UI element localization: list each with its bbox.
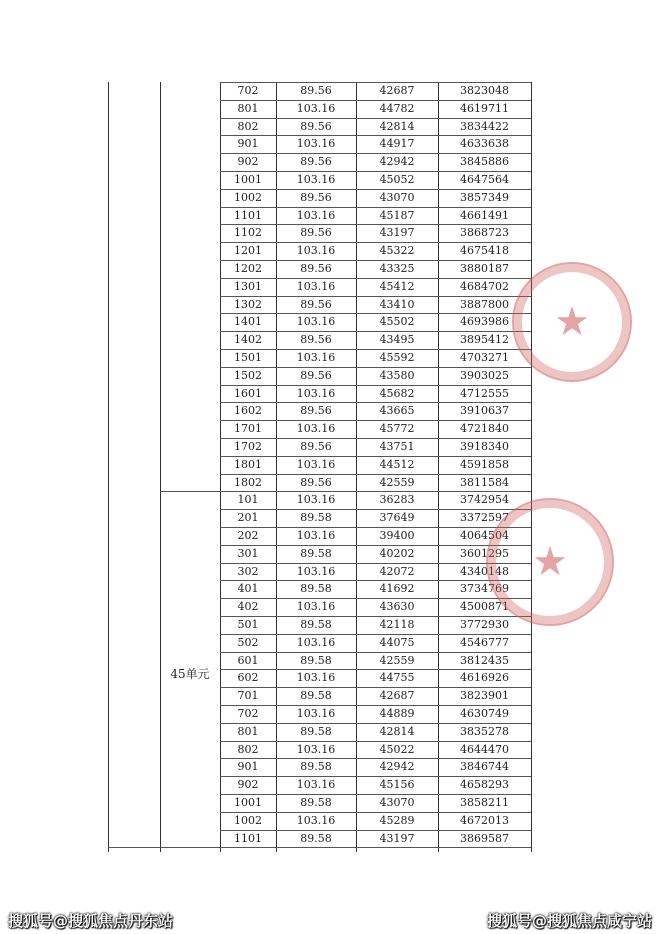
- table-bottom-line: [108, 847, 531, 848]
- table-cell-area: 103.16: [296, 493, 336, 507]
- table-cell-area: 89.58: [300, 760, 332, 774]
- table-cell-total: 4633638: [460, 137, 509, 151]
- table-cell-area: 89.56: [300, 440, 332, 453]
- table-cell-room: 1602: [234, 404, 262, 418]
- table-cell-price: 43070: [379, 796, 415, 809]
- table-cell-total: 4693986: [460, 315, 509, 329]
- table-cell-room: 1301: [234, 279, 262, 293]
- table-cell-room: 501: [237, 618, 259, 631]
- unit-group-separator: [160, 491, 220, 492]
- table-cell-area: 103.16: [296, 778, 336, 792]
- table-cell-room: 601: [237, 653, 259, 667]
- table-cell-area: 103.16: [296, 742, 336, 756]
- table-cell-area: 89.56: [300, 84, 332, 97]
- table-cell-price: 43751: [379, 440, 415, 453]
- table-cell-total: 4684702: [460, 279, 509, 293]
- star-icon: ★: [554, 299, 590, 345]
- table-cell-area: 89.58: [300, 724, 332, 738]
- table-cell-room: 1001: [234, 173, 262, 186]
- table-cell-total: 4630749: [460, 707, 509, 720]
- table-cell-room: 1601: [234, 386, 262, 400]
- table-cell-room: 602: [237, 671, 259, 685]
- table-cell-room: 901: [237, 137, 259, 151]
- company-seal-stamp: [486, 498, 614, 626]
- table-cell-price: 44075: [379, 635, 415, 649]
- table-cell-room: 302: [237, 564, 259, 578]
- table-cell-room: 901: [237, 760, 259, 774]
- table-cell-room: 401: [237, 582, 259, 596]
- table-cell-area: 89.58: [300, 582, 332, 596]
- table-cell-room: 1102: [234, 226, 262, 240]
- unit-label: 45单元: [170, 667, 210, 681]
- table-cell-room: 902: [237, 155, 259, 169]
- table-cell-room: 1101: [234, 831, 262, 845]
- table-cell-room: 1002: [234, 813, 262, 827]
- table-cell-area: 103.16: [296, 279, 336, 293]
- table-cell-price: 42687: [379, 689, 415, 703]
- table-cell-price: 44782: [379, 101, 415, 115]
- table-cell-price: 42559: [379, 653, 415, 667]
- table-cell-area: 89.56: [300, 475, 332, 489]
- table-cell-room: 1701: [234, 422, 262, 436]
- table-cell-room: 1401: [234, 315, 262, 329]
- table-cell-area: 103.16: [296, 457, 336, 471]
- table-cell-area: 103.16: [296, 351, 336, 364]
- table-cell-total: 4064504: [460, 529, 509, 542]
- table-cell-room: 702: [237, 707, 259, 720]
- table-cell-total: 3601295: [460, 546, 509, 560]
- table-cell-area: 103.16: [296, 564, 336, 578]
- table-cell-price: 40202: [379, 546, 415, 560]
- table-cell-total: 4658293: [460, 778, 509, 792]
- table-cell-area: 89.56: [300, 226, 332, 240]
- table-cell-area: 103.16: [296, 422, 336, 436]
- table-cell-area: 103.16: [296, 101, 336, 115]
- table-cell-room: 1202: [234, 262, 262, 275]
- table-cell-total: 4591858: [460, 457, 509, 471]
- table-cell-area: 103.16: [296, 707, 336, 720]
- table-cell-total: 3846744: [460, 760, 509, 774]
- table-cell-area: 103.16: [296, 813, 336, 827]
- table-cell-price: 45022: [379, 742, 415, 756]
- table-cell-price: 45502: [379, 315, 415, 329]
- table-cell-room: 301: [237, 546, 259, 560]
- table-cell-price: 37649: [379, 511, 415, 525]
- table-cell-total: 3857349: [460, 190, 509, 204]
- table-cell-total: 4644470: [460, 742, 509, 756]
- table-cell-price: 43197: [379, 831, 415, 845]
- table-cell-price: 44917: [379, 137, 415, 151]
- table-cell-area: 103.16: [296, 173, 336, 186]
- table-cell-total: 4340148: [460, 564, 509, 578]
- table-cell-room: 902: [237, 778, 259, 792]
- table-cell-room: 402: [237, 600, 259, 614]
- table-border-left: [108, 82, 109, 852]
- table-cell-area: 89.56: [300, 297, 332, 311]
- table-cell-price: 45289: [379, 813, 415, 827]
- table-cell-area: 89.58: [300, 653, 332, 667]
- table-cell-price: 36283: [379, 493, 415, 507]
- table-cell-total: 3845886: [460, 155, 509, 169]
- table-cell-total: 3772930: [460, 618, 509, 631]
- table-cell-area: 89.58: [300, 546, 332, 560]
- table-cell-room: 1001: [234, 796, 262, 809]
- table-cell-price: 42942: [379, 760, 415, 774]
- table-cell-total: 3887800: [460, 297, 509, 311]
- table-cell-price: 42814: [379, 724, 415, 738]
- table-cell-area: 103.16: [296, 137, 336, 151]
- table-cell-price: 45772: [379, 422, 415, 436]
- table-cell-total: 3835278: [460, 724, 509, 738]
- table-column-divider: [160, 82, 161, 852]
- table-cell-area: 89.56: [300, 119, 332, 133]
- table-cell-area: 103.16: [296, 208, 336, 222]
- table-cell-area: 89.58: [300, 689, 332, 703]
- table-cell-total: 4703271: [460, 351, 509, 364]
- table-cell-total: 3868723: [460, 226, 509, 240]
- table-cell-room: 1101: [234, 208, 262, 222]
- table-cell-price: 43410: [379, 297, 415, 311]
- watermark-left: 搜狐号@搜狐焦点丹东站: [8, 912, 174, 930]
- table-cell-room: 1302: [234, 297, 262, 311]
- table-cell-total: 3903025: [460, 368, 509, 382]
- table-cell-total: 3823048: [460, 84, 509, 97]
- table-cell-room: 1002: [234, 190, 262, 204]
- table-cell-total: 3811584: [460, 475, 509, 489]
- table-cell-price: 45156: [379, 778, 415, 792]
- table-border-right: [531, 82, 532, 852]
- table-cell-price: 43630: [379, 600, 415, 614]
- company-seal-stamp: [512, 262, 632, 382]
- table-cell-total: 4500871: [460, 600, 509, 614]
- table-cell-room: 801: [237, 724, 259, 738]
- table-cell-room: 1801: [234, 457, 262, 471]
- table-cell-total: 4661491: [460, 208, 509, 222]
- table-cell-room: 202: [237, 529, 259, 542]
- star-icon: ★: [532, 539, 568, 585]
- table-cell-room: 701: [237, 689, 259, 703]
- table-cell-price: 43665: [379, 404, 415, 418]
- table-cell-area: 89.56: [300, 368, 332, 382]
- table-cell-price: 42072: [379, 564, 415, 578]
- table-cell-price: 42942: [379, 155, 415, 169]
- table-cell-area: 103.16: [296, 315, 336, 329]
- table-cell-price: 42814: [379, 119, 415, 133]
- table-cell-total: 3372597: [460, 511, 509, 525]
- table-cell-room: 801: [237, 101, 259, 115]
- table-cell-price: 44755: [379, 671, 415, 685]
- table-cell-price: 43197: [379, 226, 415, 240]
- table-cell-total: 3823901: [460, 689, 509, 703]
- table-cell-total: 4675418: [460, 244, 509, 258]
- table-cell-area: 89.56: [300, 190, 332, 204]
- table-cell-price: 45412: [379, 279, 415, 293]
- table-cell-total: 4712555: [460, 386, 509, 400]
- table-cell-price: 41692: [379, 582, 415, 596]
- table-cell-room: 101: [237, 493, 259, 507]
- table-cell-area: 89.58: [300, 618, 332, 631]
- table-cell-area: 103.16: [296, 529, 336, 542]
- table-cell-price: 42559: [379, 475, 415, 489]
- table-cell-total: 3858211: [460, 796, 509, 809]
- table-cell-total: 3918340: [460, 440, 509, 453]
- table-cell-area: 89.58: [300, 831, 332, 845]
- table-cell-total: 3812435: [460, 653, 509, 667]
- table-cell-room: 1702: [234, 440, 262, 453]
- table-cell-price: 43580: [379, 368, 415, 382]
- table-cell-room: 502: [237, 635, 259, 649]
- table-cell-room: 1501: [234, 351, 262, 364]
- table-cell-price: 39400: [379, 529, 415, 542]
- table-cell-price: 45052: [379, 173, 415, 186]
- table-cell-room: 1201: [234, 244, 262, 258]
- table-cell-total: 3895412: [460, 333, 509, 347]
- table-cell-total: 4619711: [460, 101, 509, 115]
- table-cell-total: 3880187: [460, 262, 509, 275]
- table-cell-area: 89.56: [300, 155, 332, 169]
- table-cell-area: 103.16: [296, 386, 336, 400]
- table-cell-price: 43495: [379, 333, 415, 347]
- table-cell-total: 4616926: [460, 671, 509, 685]
- table-cell-total: 3834422: [460, 119, 509, 133]
- table-cell-total: 3910637: [460, 404, 509, 418]
- table-cell-room: 802: [237, 742, 259, 756]
- table-cell-total: 4672013: [460, 813, 509, 827]
- table-cell-area: 103.16: [296, 635, 336, 649]
- table-cell-price: 44512: [379, 457, 415, 471]
- table-cell-area: 103.16: [296, 600, 336, 614]
- table-cell-total: 4546777: [460, 635, 509, 649]
- table-cell-price: 43325: [379, 262, 415, 275]
- table-cell-price: 45592: [379, 351, 415, 364]
- table-cell-total: 3869587: [460, 831, 509, 845]
- table-cell-room: 1502: [234, 368, 262, 382]
- table-cell-price: 45682: [379, 386, 415, 400]
- table-cell-area: 103.16: [296, 244, 336, 258]
- table-cell-area: 89.56: [300, 333, 332, 347]
- table-cell-price: 42118: [379, 618, 415, 631]
- table-cell-area: 103.16: [296, 671, 336, 685]
- table-cell-area: 89.58: [300, 796, 332, 809]
- table-cell-total: 4721840: [460, 422, 509, 436]
- watermark-right: 搜狐号@搜狐焦点咸宁站: [486, 912, 652, 930]
- table-cell-total: 3742954: [460, 493, 509, 507]
- table-cell-price: 45322: [379, 244, 415, 258]
- table-cell-price: 45187: [379, 208, 415, 222]
- table-cell-room: 201: [237, 511, 259, 525]
- table-cell-price: 44889: [379, 707, 415, 720]
- table-cell-price: 42687: [379, 84, 415, 97]
- table-cell-area: 89.56: [300, 262, 332, 275]
- table-cell-room: 702: [237, 84, 259, 97]
- table-cell-room: 1802: [234, 475, 262, 489]
- table-cell-total: 4647564: [460, 173, 509, 186]
- table-cell-room: 1402: [234, 333, 262, 347]
- table-cell-total: 3734769: [460, 582, 509, 596]
- table-cell-area: 89.58: [300, 511, 332, 525]
- table-cell-area: 89.56: [300, 404, 332, 418]
- table-cell-room: 802: [237, 119, 259, 133]
- table-cell-price: 43070: [379, 190, 415, 204]
